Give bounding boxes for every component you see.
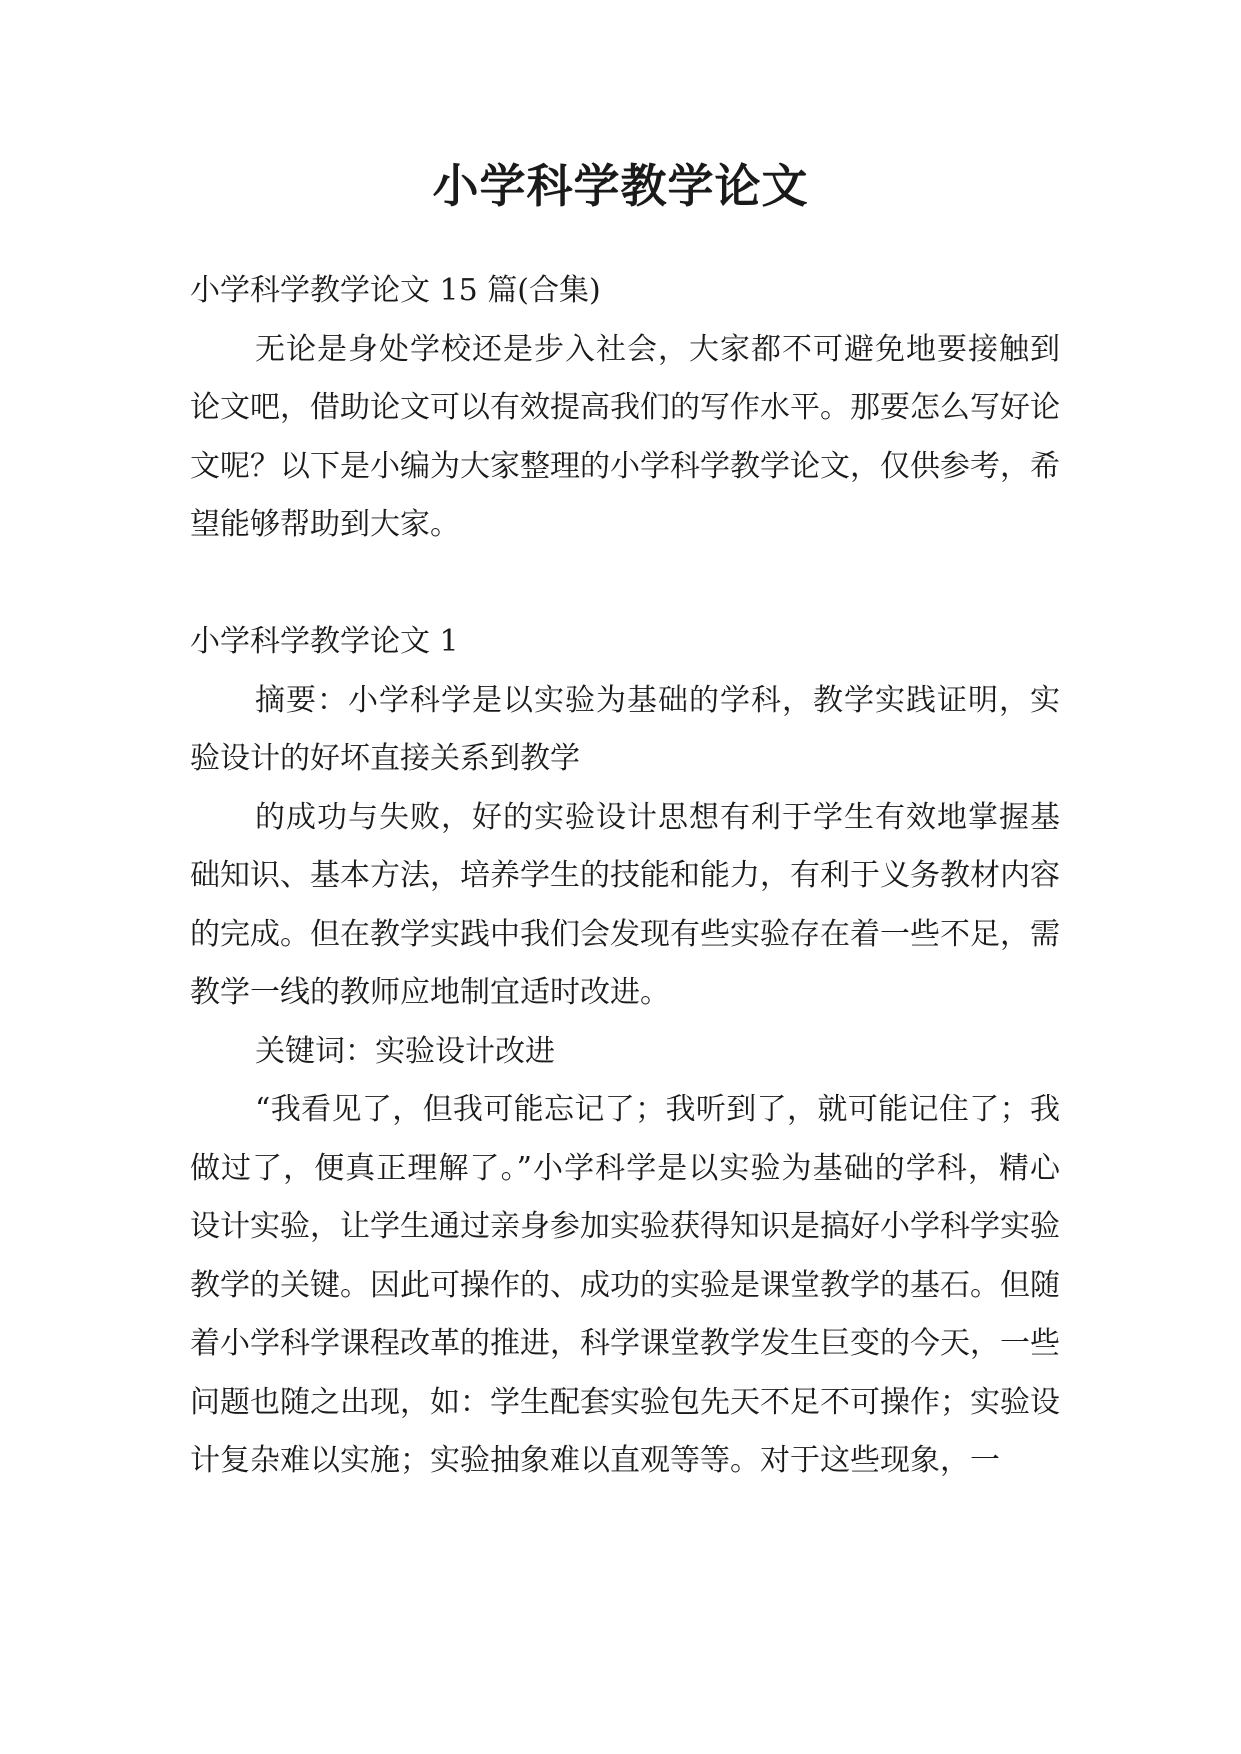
section-heading: 小学科学教学论文 1 <box>190 624 459 659</box>
page-title: 小学科学教学论文 <box>432 159 809 213</box>
abstract-paragraph: 摘要：小学科学是以实验为基础的学科，教学实践证明，实验设计的好坏直接关系到教学 <box>190 682 1060 776</box>
section-spacer <box>190 555 1060 614</box>
keywords-line: 关键词：实验设计改进 <box>255 1033 555 1069</box>
abstract-continuation: 的成功与失败，好的实验设计思想有利于学生有效地掌握基础知识、基本方法，培养学生的技能和能力，有利于义务教材内容的完成。但在教学实践中我们会发现有些实验存在着一些不足，需教学一线的教师应地制宜适时改进。 <box>190 799 1060 1010</box>
body-paragraph: “我看见了，但我可能忘记了；我听到了，就可能记住了；我做过了，便真正理解了。”小学科学是以实验为基础的学科，精心设计实验，让学生通过亲身参加实验获得知识是搞好小学科学实验教学的关键。因此可操作的、成功的实验是课堂教学的基石。但随着小学科学课程改革的推进，科学课堂教学发生巨变的今天，一些问题也随之出现，如：学生配套实验包先天不足不可操作；实验设计复杂难以实施；实验抽象难以直观等等。对于这些现象，一 <box>190 1092 1060 1478</box>
document-subtitle: 小学科学教学论文 15 篇(合集) <box>190 273 601 308</box>
intro-paragraph: 无论是身处学校还是步入社会，大家都不可避免地要接触到论文吧，借助论文可以有效提高我们的写作水平。那要怎么写好论文呢？以下是小编为大家整理的小学科学教学论文，仅供参考，希望能够帮助到大家。 <box>190 331 1060 542</box>
document-body <box>190 262 1060 1491</box>
